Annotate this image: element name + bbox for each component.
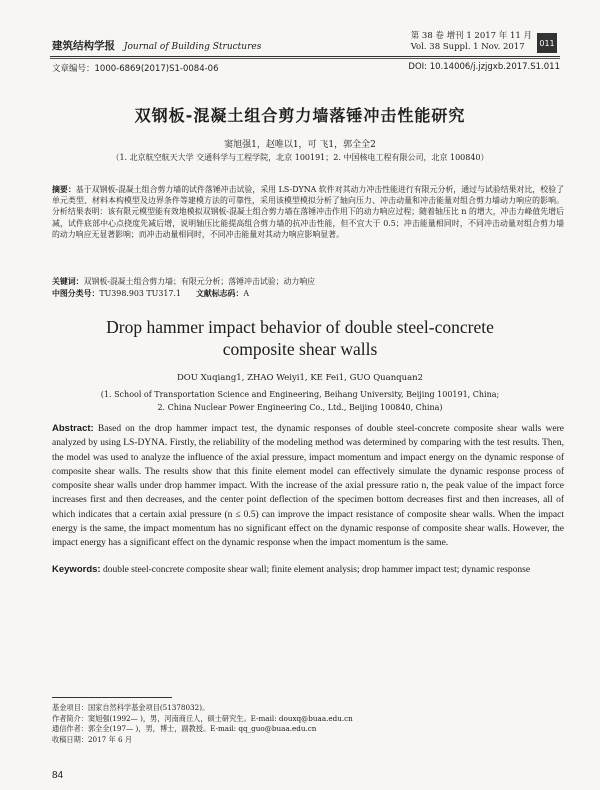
journal-name-cn: 建筑结构学报 — [52, 40, 115, 52]
title-en-line1: Drop hammer impact behavior of double steel-concrete — [106, 317, 494, 337]
running-header-left — [52, 38, 261, 53]
abstract-cn-label: 摘要： — [52, 185, 76, 194]
page-code-badge: 011 — [537, 33, 557, 53]
keywords-en — [52, 563, 564, 577]
affiliation-en-line2: 2. China Nuclear Power Engineering Co., Ltd., Beijing 100840, China) — [157, 403, 443, 412]
footnote-received: 收稿日期：2017 年 6 月 — [52, 734, 133, 744]
affiliation-en — [0, 388, 600, 414]
footnote-rule — [52, 697, 172, 698]
doi: DOI: 10.14006/j.jzjgxb.2017.S1.011 — [408, 62, 560, 72]
keywords-en-label: Keywords: — [52, 564, 101, 575]
abstract-cn-text: 基于双钢板-混凝土组合剪力墙的试件落锤冲击试验，采用 LS-DYNA 软件对其动力冲击性能进行有限元分析，通过与试验结果对比，校验了单元类型、材料本构模型及边界条件等建模方法的可靠性，采用该模型模拟分析了轴向压力、冲击动量和冲击能量对组合剪力墙动力响应的影响。分析结果表明：该有限元模型能有效地模拟双钢板-混凝土组合剪力墙在落锤冲击作用下的动力响应过程；随着轴压比 n 的增大，冲击力峰值先增后减，试件底部中心点挠度先减后增，说明轴压比能提高组合剪力墙的抗冲击性能，但不宜大于 0.5；冲击能量相同时，不同冲击动量对组合剪力墙的动力响应无显著影响；而冲击动量相同时，不同冲击能量对其动力响应影响显著。 — [52, 185, 564, 239]
footnote-funding: 基金项目：国家自然科学基金项目(51378032)。 — [52, 703, 210, 712]
footnote-author: 作者简介：窦旭强(1992— )，男，河南商丘人，硕士研究生。E-mail: douxq@buaa.edu.cn — [52, 713, 353, 723]
class-value: TU398.903 TU317.1 — [99, 289, 181, 298]
authors-en: DOU Xuqiang1, ZHAO Weiyi1, KE Fei1, GUO Quanquan2 — [176, 373, 424, 383]
abstract-en-label: Abstract: — [52, 423, 94, 434]
keywords-cn-label: 关键词： — [52, 277, 84, 286]
footnotes — [52, 703, 562, 745]
keywords-cn-text: 双钢板-混凝土组合剪力墙；有限元分析；落锤冲击试验；动力响应 — [83, 277, 316, 286]
header-rule — [50, 56, 560, 57]
keywords-cn — [52, 276, 564, 287]
title-cn: 双钢板-混凝土组合剪力墙落锤冲击性能研究 — [134, 106, 466, 125]
authors-cn: 窦旭强1，赵唯以1，可 飞1，郭全全2 — [224, 140, 376, 150]
affiliation-cn: （1. 北京航空航天大学 交通科学与工程学院，北京 100191；2. 中国核电工程有限公司，北京 100840） — [111, 153, 489, 162]
header-rule-thin — [50, 58, 560, 59]
classification-cn — [52, 288, 249, 299]
keywords-en-text: double steel-concrete composite shear wall; finite element analysis; drop hammer impact test; dynamic response — [102, 565, 531, 575]
abstract-en-text: Based on the drop hammer impact test, the dynamic responses of double steel-concrete composite shear walls were analyzed by using LS-DYNA. Firstly, the reliability of the modeling method was determined by comparing with the test results. Then, the model was used to analyze the influence of the axial pressure, impact momentum and impact energy on the dynamic response of composite shear walls. The results show that this finite element model can effectively simulate the dynamic response process of composite shear walls under drop hammer impact. With the increase of the axial pressure ratio n, the peak value of the impact force increases first and then decreases, and the center point deflection of the specimen bottom decreases first and then increases, all of which indicates that a certain axial pressure (n ≤ 0.5) can improve the impact resistance of composite shear walls. When the impact energy is the same, the impact momentum has no significant effect on the dynamic response of composite shear walls. However, the impact energy has a significant effect on the dynamic response when the impact momentum is the same. — [52, 424, 564, 549]
volume-en: Vol. 38 Suppl. 1 Nov. 2017 — [410, 42, 525, 52]
title-en — [0, 316, 600, 360]
abstract-en — [52, 422, 564, 551]
doc-code-label: 文献标志码： — [195, 289, 244, 298]
journal-name-en: Journal of Building Structures — [123, 42, 262, 52]
affiliation-en-line1: (1. School of Transportation Science and Engineering, Beihang University, Beijing 100191, China; — [100, 390, 500, 399]
title-en-line2: composite shear walls — [222, 339, 378, 359]
class-label: 中图分类号： — [52, 289, 100, 298]
doc-code-value: A — [243, 289, 250, 298]
abstract-cn — [52, 184, 564, 240]
footnote-corresponding: 通信作者：郭全全(197— )，男，博士，副教授。E-mail: qq_guo@buaa.edu.cn — [52, 724, 317, 733]
article-number: 文章编号：1000-6869(2017)S1-0084-06 — [52, 64, 219, 74]
page-number: 84 — [52, 770, 64, 781]
running-header-right — [411, 31, 532, 53]
volume-cn: 第 38 卷 增刊 1 2017 年 11 月 — [410, 31, 532, 41]
